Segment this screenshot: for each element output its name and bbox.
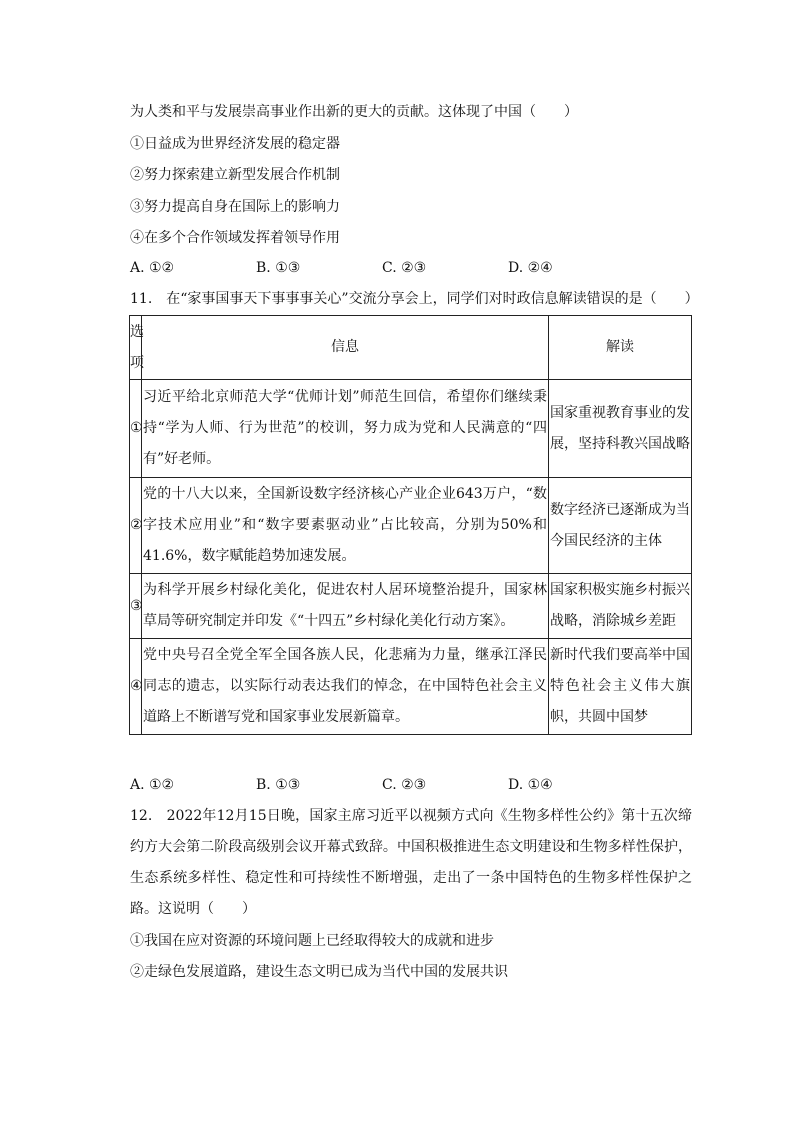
q10-statement-3: ③努力提高自身在国际上的影响力: [130, 199, 340, 215]
q10-option-c[interactable]: C. ②③: [382, 260, 427, 276]
q10-statement-1: ①日益成为世界经济发展的稳定器: [130, 136, 340, 152]
q10-option-a[interactable]: A. ①②: [130, 260, 175, 276]
table-row: [130, 478, 692, 574]
q12-statement-1: ①我国在应对资源的环境问题上已经取得较大的成就和进步: [130, 933, 494, 949]
row-reading: 国家积极实施乡村振兴战略，消除城乡差距: [549, 574, 692, 639]
table-row: [130, 639, 692, 735]
header-option: 选项: [130, 316, 142, 380]
row-info: 党的十八大以来，全国新设数字经济核心产业企业643万户，“数字技术应用业”和“数字要素驱动业”占比较高，分别为50%和41.6%，数字赋能趋势加速发展。: [142, 478, 549, 574]
header-info: 信息: [142, 316, 549, 380]
row-info: 为科学开展乡村绿化美化，促进农村人居环境整治提升，国家林草局等研究制定并印发《“十四五”乡村绿化美化行动方案》。: [142, 574, 549, 639]
header-reading: 解读: [549, 316, 692, 380]
row-reading: 新时代我们要高举中国特色社会主义伟大旗帜，共圆中国梦: [549, 639, 692, 735]
row-number: ③: [130, 574, 142, 639]
table-header-row: [130, 316, 692, 380]
q11-stem: 11. 在“家事国事天下事事事关心”交流分享会上，同学们对时政信息解读错误的是（ ）: [130, 291, 699, 307]
q11-option-c[interactable]: C. ②③: [382, 777, 427, 793]
row-reading: 数字经济已逐渐成为当今国民经济的主体: [549, 478, 692, 574]
q11-table: [129, 315, 692, 735]
q12-statement-2: ②走绿色发展道路，建设生态文明已成为当代中国的发展共识: [130, 964, 508, 980]
q10-statement-4: ④在多个合作领域发挥着领导作用: [130, 230, 340, 246]
q10-option-d[interactable]: D. ②④: [508, 260, 553, 276]
row-number: ①: [130, 380, 142, 478]
row-number: ②: [130, 478, 142, 574]
row-reading: 国家重视教育事业的发展，坚持科教兴国战略: [549, 380, 692, 478]
q11-option-b[interactable]: B. ①③: [256, 777, 301, 793]
table-row: [130, 380, 692, 478]
row-number: ④: [130, 639, 142, 735]
table-row: [130, 574, 692, 639]
q11-option-a[interactable]: A. ①②: [130, 777, 175, 793]
q11-option-d[interactable]: D. ①④: [508, 777, 553, 793]
row-info: 习近平给北京师范大学“优师计划”师范生回信，希望你们继续秉持“学为人师、行为世范”的校训，努力成为党和人民满意的“四有”好老师。: [142, 380, 549, 478]
q10-stem-tail: 为人类和平与发展崇高事业作出新的更大的贡献。这体现了中国（ ）: [130, 104, 578, 120]
row-info: 党中央号召全党全军全国各族人民，化悲痛为力量，继承江泽民同志的遗志，以实际行动表达我们的悼念，在中国特色社会主义道路上不断谱写党和国家事业发展新篇章。: [142, 639, 549, 735]
q12-stem: 12. 2022年12月15日晚，国家主席习近平以视频方式向《生物多样性公约》第十五次缔约方大会第二阶段高级别会议开幕式致辞。中国积极推进生态文明建设和生物多样性保护，生态系统多样性、稳定性和可持续性不断增强，走出了一条中国特色的生物多样性保护之路。这说明（ ）: [130, 808, 692, 917]
q10-statement-2: ②努力探索建立新型发展合作机制: [130, 167, 340, 183]
q10-option-b[interactable]: B. ①③: [256, 260, 301, 276]
